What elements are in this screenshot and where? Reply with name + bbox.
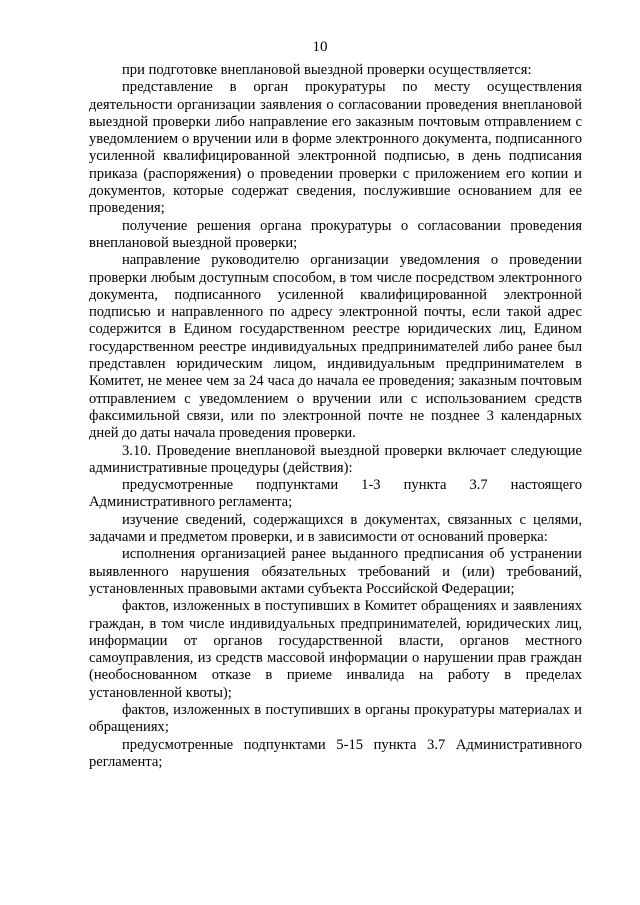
paragraph-prosecutor-decision: получение решения органа прокуратуры о согласовании проведения внеплановой выездной проверки; [89,217,582,251]
document-body [89,62,582,771]
paragraph-document-study: изучение сведений, содержащихся в документах, связанных с целями, задачами и предметом проверки, и в зависимости от оснований проверка: [89,511,582,546]
paragraph-prescription-execution: исполнения организацией ранее выданного предписания об устранении выявленного нарушения обязательных требований и (или) требований, установленных правовыми актами субъекта Российской Федерации; [89,546,582,597]
paragraph-intro: при подготовке внеплановой выездной проверки осуществляется: [122,62,532,78]
paragraph-committee-appeals: фактов, изложенных в поступивших в Комитет обращениях и заявлениях граждан, в том числе индивидуальных предпринимателей, юридических лиц, информации от органов государственной власти, органов местного самоуправления, из средств массовой информации о нарушении прав граждан (необоснованном отказе в приеме инвалида на работу в пределах установленной квоты); [89,598,582,701]
paragraph-prosecutor-materials: фактов, изложенных в поступивших в органы прокуратуры материалах и обращениях; [89,701,582,736]
paragraph-prosecutor-application: представление в орган прокуратуры по месту осуществления деятельности организации заявления о согласовании проведения внеплановой выездной проверки либо направление его заказным почтовым отправлением с уведомлением о вручении или в форме электронного документа, подписанного усиленной квалифицированной электронной подписью, в день подписания приказа (распоряжения) о проведении проверки с приложением его копии и документов, которые содержат сведения, послужившие основанием для ее проведения; [89,79,582,217]
paragraph-section-3-10: 3.10. Проведение внеплановой выездной проверки включает следующие административные процедуры (действия): [89,442,582,476]
paragraph-subpoints-1-3: предусмотренные подпунктами 1-3 пункта 3.7 настоящего Административного регламента; [89,477,582,511]
paragraph-notification: направление руководителю организации уведомления о проведении проверки любым доступным способом, в том числе посредством электронного документа, подписанного усиленной квалифицированной электронной подписью и направленного по адресу электронной почты, если такой адрес содержится в Едином государственном реестре юридических лиц, Едином государственном реестре индивидуальных предпринимателей либо ранее был представлен юридическим лицом, индивидуальным предпринимателем в Комитет, не менее чем за 24 часа до начала ее проведения; заказным почтовым отправлением с уведомлением о вручении или с использованием средств факсимильной связи, или по электронной почте не позднее 3 календарных дней до даты начала проведения проверки. [89,252,582,442]
page-number: 10 [312,39,328,55]
paragraph-subpoints-5-15: предусмотренные подпунктами 5-15 пункта 3.7 Административного регламента; [89,736,582,770]
